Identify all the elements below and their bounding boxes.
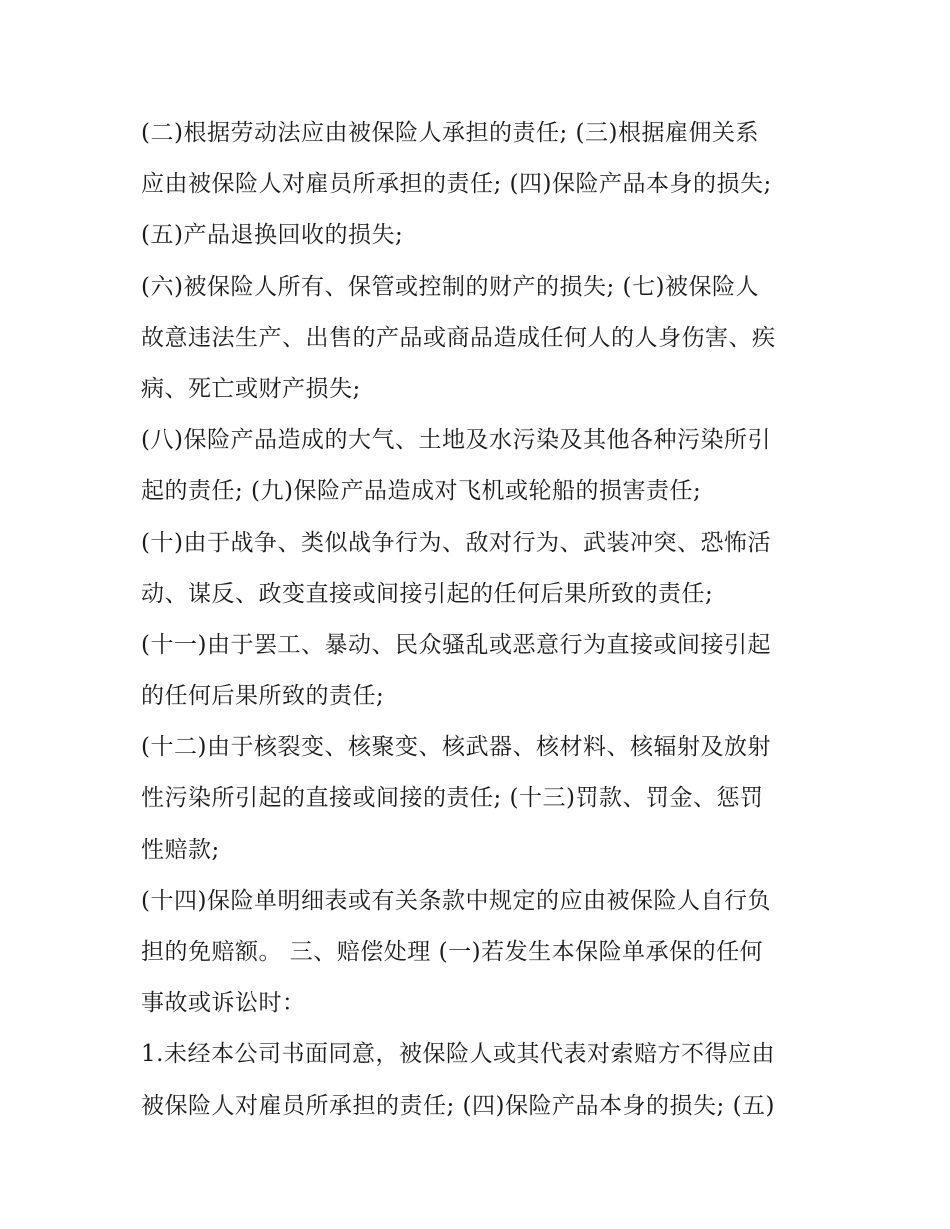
text-line: (二)根据劳动法应由被保险人承担的责任; (三)根据雇佣关系 [141,120,759,146]
text-line: 性污染所引起的直接或间接的责任; (十三)罚款、罚金、惩罚 [141,785,764,812]
text-line: (六)被保险人所有、保管或控制的财产的损失; (七)被保险人 [141,273,759,300]
text-line: 病、死亡或财产损失; [141,375,361,402]
text-line: 动、谋反、政变直接或间接引起的任何后果所致的责任; [141,580,714,607]
document-body [141,108,821,1132]
text-line: 担的免赔额。 三、赔偿处理 (一)若发生本保险单承保的任何 [141,939,764,965]
text-line: (五)产品退换回收的损失; [141,222,404,249]
text-line: 应由被保险人对雇员所承担的责任; (四)保险产品本身的损失; [141,171,772,198]
text-line: (十四)保险单明细表或有关条款中规定的应由被保险人自行负 [141,887,771,914]
text-line: 1.未经本公司书面同意，被保险人或其代表对索赔方不得应由 [141,1041,775,1068]
text-line: (十二)由于核裂变、核聚变、核武器、核材料、核辐射及放射 [141,734,771,761]
text-line: 的任何后果所致的责任; [141,683,385,710]
text-line: 事故或诉讼时： [141,990,306,1017]
text-line: 故意违法生产、出售的产品或商品造成任何人的人身伤害、疾 [141,324,776,351]
text-line: (十)由于战争、类似战争行为、敌对行为、武装冲突、恐怖活 [141,529,771,556]
text-line: (八)保险产品造成的大气、土地及水污染及其他各种污染所引 [141,427,771,454]
text-line: 被保险人对雇员所承担的责任; (四)保险产品本身的损失; (五) [141,1092,776,1119]
text-line: 性赔款; [141,836,220,863]
text-line: 起的责任; (九)保险产品造成对飞机或轮船的损害责任; [141,478,702,505]
text-line: (十一)由于罢工、暴动、民众骚乱或恶意行为直接或间接引起 [141,631,771,658]
